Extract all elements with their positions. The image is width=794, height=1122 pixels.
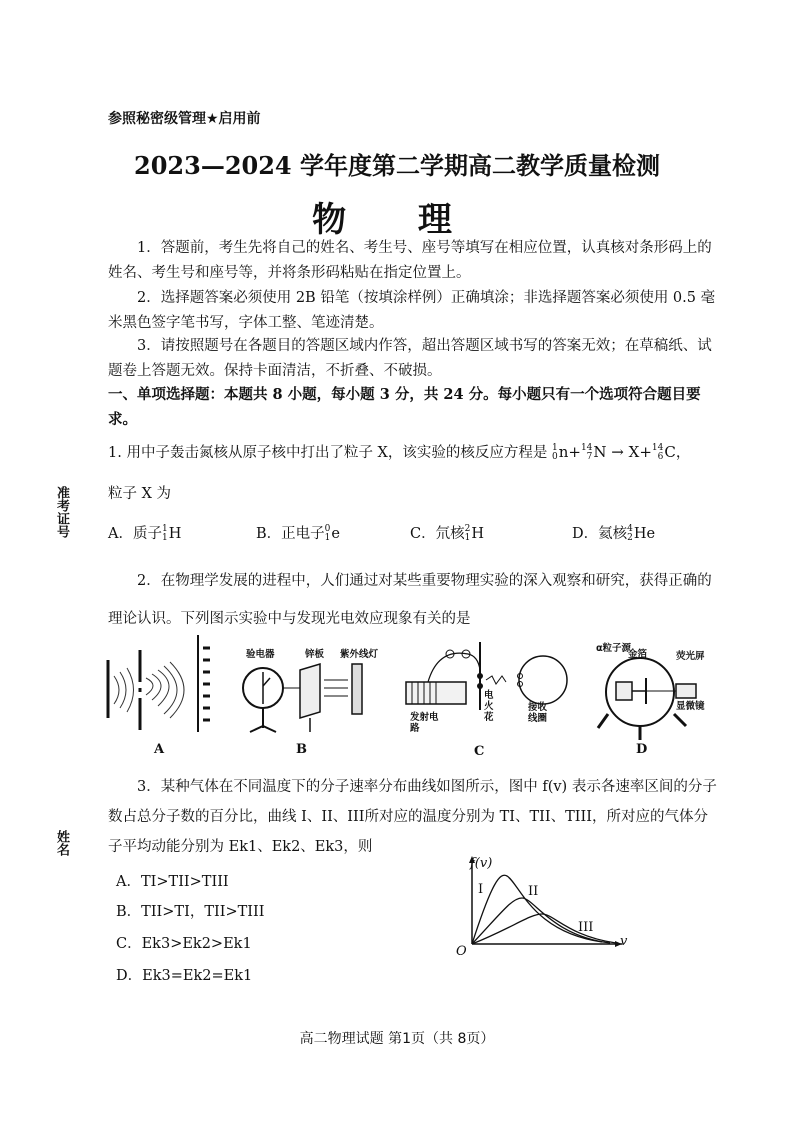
section-1-heading: 一、单项选择题：本题共 8 小题，每小题 3 分，共 24 分。每小题只有一个选项符合题目要求。 — [108, 386, 701, 428]
caption-gold-foil: 金箔 — [628, 649, 648, 660]
q1-option-b: B．正电子 0 1 e — [256, 524, 340, 543]
caption-alpha-source: α粒子源 — [596, 643, 632, 654]
q3-option-c: C．Ek3>Ek2>Ek1 — [116, 936, 252, 952]
instruction-3: 3．请按照题号在各题目的答题区域内作答，超出答题区域书写的答案无效；在草稿纸、试题卷上答题无效。保持卡面清洁，不折叠、不破损。 — [108, 338, 712, 379]
nuclear-equation: 1 0 n+ 14 7 N → X+ 14 6 C — [551, 443, 676, 462]
graph-y-label: f(v) — [470, 856, 493, 871]
q3-option-b: B．TII>TI，TII>TIII — [116, 904, 265, 920]
q3-option-d: D．Ek3=Ek2=Ek1 — [116, 968, 253, 984]
caption-electroscope: 验电器 — [246, 649, 275, 660]
q3-option-a: A．TI>TII>TIII — [116, 874, 229, 890]
caption-receiver: 接收线圈 — [528, 702, 548, 724]
exam-title: 2023—2024 学年度第二学期高二教学质量检测 — [134, 151, 660, 180]
figure-a-interference — [100, 630, 220, 740]
figure-d-alpha-scattering — [594, 652, 714, 742]
margin-exam-id: 准考证号 — [54, 486, 69, 538]
instruction-1: 1．答题前，考生先将自己的姓名、考生号、座号等填写在相应位置，认真核对条形码上的姓名、考生号和座号等，并将条形码粘贴在指定位置上。 — [108, 240, 712, 281]
caption-screen: 荧光屏 — [676, 651, 705, 662]
margin-name: 姓名 — [54, 830, 69, 856]
figure-label-b: B — [296, 742, 307, 757]
figure-label-c: C — [474, 744, 485, 759]
q2-stem: 2．在物理学发展的进程中，人们通过对某些重要物理实验的深入观察和研究，获得正确的理论认识。下列图示实验中与发现光电效应现象有关的是 — [108, 573, 712, 627]
curve-label-2: II — [528, 884, 539, 899]
figure-label-d: D — [636, 742, 648, 757]
q1-option-d: D．氦核 4 2 He — [572, 524, 656, 543]
secret-label: 参照秘密级管理★启用前 — [108, 111, 261, 127]
figure-b-photoelectric — [238, 660, 378, 740]
instruction-2: 2．选择题答案必须使用 2B 铅笔（按填涂样例）正确填涂；非选择题答案必须使用 0.5 毫米黑色签字笔书写，字体工整、笔迹清楚。 — [108, 290, 716, 331]
q1-option-c: C．氘核 2 1 H — [410, 524, 484, 543]
curve-label-3: III — [578, 920, 594, 935]
caption-transmitter: 发射电路 — [410, 712, 439, 734]
caption-microscope: 显微镜 — [676, 701, 705, 712]
figure-label-a: A — [154, 742, 165, 757]
caption-spark: 电火花 — [484, 690, 494, 723]
page-footer: 高二物理试题 第1页（共 8页） — [299, 1031, 495, 1047]
subject-title: 物 理 — [312, 200, 482, 240]
graph-origin: O — [456, 944, 467, 959]
graph-x-label: v — [620, 934, 628, 949]
caption-zinc-plate: 锌板 — [305, 649, 325, 660]
q1-line2: 粒子 X 为 — [108, 486, 172, 502]
q1-stem: 1. 用中子轰击氮核从原子核中打出了粒子 X，该实验的核反应方程是 1 0 n+ 14 7 N → X+ 14 6 C， — [108, 443, 691, 462]
q3-stem: 3．某种气体在不同温度下的分子速率分布曲线如图所示，图中 f(v) 表示各速率区间的分子数占总分子数的百分比，曲线 I、II、III所对应的温度分别为 TI、TII、TIII，所对应的气体分子平均动能分别为 Ek1、Ek2、Ek3，则 — [108, 779, 717, 855]
caption-uv-lamp: 紫外线灯 — [340, 649, 379, 660]
curve-label-1: I — [478, 882, 484, 897]
q1-option-a: A．质子 1 1 H — [108, 524, 182, 543]
